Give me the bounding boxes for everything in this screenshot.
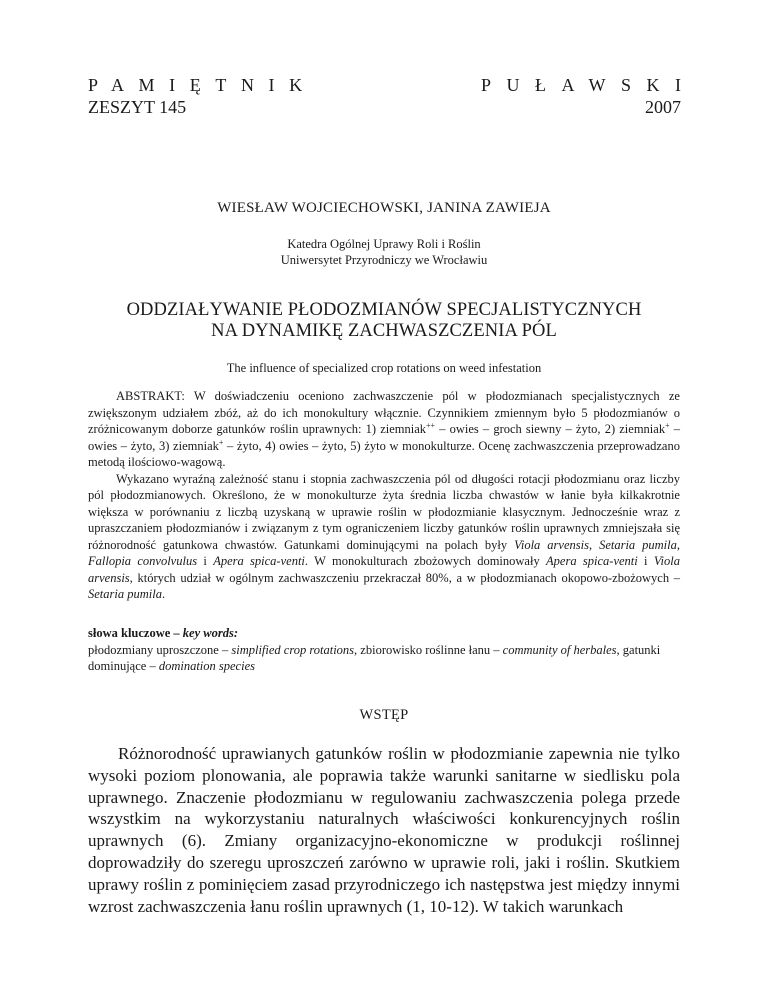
keywords — [88, 625, 680, 675]
abstract-paragraph-2: Wykazano wyraźną zależność stanu i stopnia zachwaszczenia pól od długości rotacji płodozmianu oraz liczby pól płodozmianowych. Określono, że w monokulturze żyta średnia liczba chwastów w łanie była kilkakrotnie większa w porównaniu z liczbą uzyskaną w uprawie roślin w płodozmianie klasycznym. Jednocześnie wraz z upraszczaniem płodozmianów i związanym z tym ograniczeniem liczby gatunków roślin uprawnych zmniejszała się różnorodność gatunkowa chwastów. Gatunkami dominującymi na polach były Viola arvensis, Setaria pumila, Fallopia convolvulus i Apera spica-venti. W monokulturach zbożowych dominowały Apera spica-venti i Viola arvensis, których udział w ogólnym zachwaszczeniu przekraczał 80%, a w płodozmianach okopowo-zbożowych – Setaria pumila. — [88, 471, 681, 601]
journal-header-left — [88, 74, 317, 118]
paper-title — [0, 300, 768, 342]
journal-name-right: PUŁAWSKI — [480, 75, 697, 95]
english-title: The influence of specialized crop rotations on weed infestation — [226, 361, 542, 375]
species-name: Setaria pumila — [88, 587, 162, 601]
paper-title-line-1: ODDZIAŁYWANIE PŁODOZMIANÓW SPECJALISTYCZNYCH — [126, 300, 642, 320]
affiliation-university: Uniwersytet Przyrodniczy we Wrocławiu — [280, 253, 488, 267]
keywords-label: słowa kluczowe – key words: — [88, 626, 238, 640]
species-name: Fallopia convolvulus — [88, 554, 198, 568]
affiliation-department: Katedra Ogólnej Uprawy Roli i Roślin — [287, 237, 481, 251]
publication-year: 2007 — [645, 97, 681, 117]
species-name: Viola arvensis — [514, 537, 589, 552]
abstract-paragraph-1: ABSTRAKT: W doświadczeniu oceniono zachwaszczenie pól w płodozmianach specjalistycznych ze zwiększonym udziałem zbóż, aż do ich monokultury włącznie. Czynnikiem zmiennym było 5 płodozmianów o zróżnicowanym doborze gatunków roślin uprawnych: 1) ziemniak++ – owies – groch siewny – żyto, 2) ziemniak+ – owies – żyto, 3) ziemniak+ – żyto, 4) owies – żyto, 5) żyto w monokulturze. Ocenę zachwaszczenia przeprowadzano metodą ilościowo-wagową. — [88, 389, 680, 469]
species-name: Setaria pumila — [599, 537, 677, 552]
section-heading: WSTĘP — [359, 707, 409, 723]
paper-title-line-2: NA DYNAMIKĘ ZACHWASZCZENIA PÓL — [211, 321, 557, 341]
species-name: Apera spica-venti — [546, 554, 638, 568]
affiliation — [0, 236, 768, 268]
species-name: Viola arvensis — [88, 554, 680, 585]
authors: WIESŁAW WOJCIECHOWSKI, JANINA ZAWIEJA — [217, 200, 551, 216]
journal-header-right — [480, 74, 697, 118]
abstract — [88, 388, 680, 603]
intro-paragraph: Różnorodność uprawianych gatunków roślin w płodozmianie zapewnia nie tylko wysoki poziom plonowania, ale poprawia także warunki sanitarne w siedlisku pola uprawnego. Znaczenie płodozmianu w regulowaniu zachwaszczenia polega przede wszystkim na wykorzystaniu naturalnych właściwości konkurencyjnych roślin uprawnych (6). Zmiany organizacyjno-ekonomiczne w produkcji roślinnej doprowadziły do szeregu uproszczeń zarówno w uprawie roli, jaki i roślin. Skutkiem uprawy roślin z pominięciem zasad przyrodniczego ich następstwa jest między innymi wzrost zachwaszczenia łanu roślin uprawnych (1, 10-12). W takich warunkach — [88, 744, 680, 916]
journal-name-left: PAMIĘTNIK — [88, 75, 317, 95]
species-name: Apera spica-venti — [213, 554, 305, 568]
issue-number: ZESZYT 145 — [88, 97, 187, 117]
keywords-list: płodozmiany uproszczone – simplified crop rotations, zbiorowisko roślinne łanu – community of herbales, gatunki dominujące – domination species — [88, 642, 661, 673]
intro-text — [88, 743, 680, 917]
